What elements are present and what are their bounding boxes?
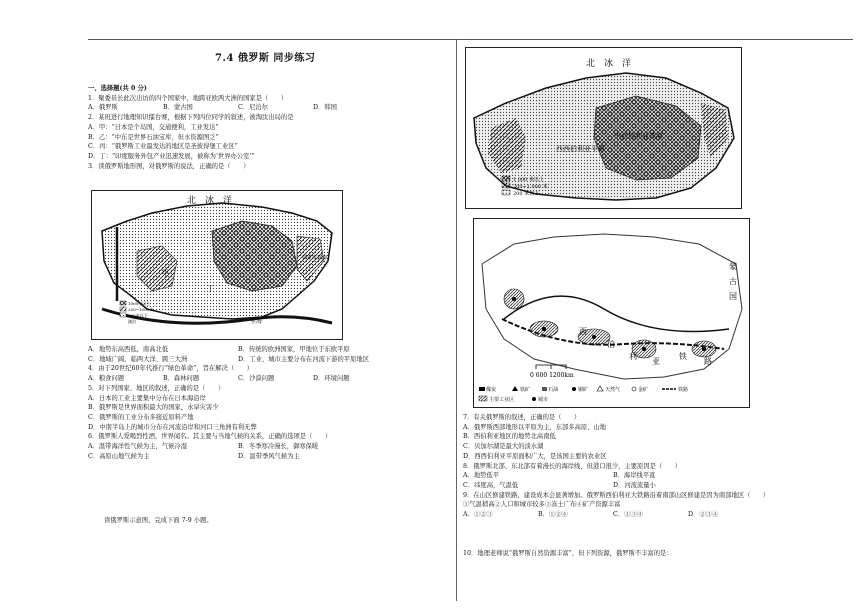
map1-place-ding: 丁 (207, 285, 214, 293)
question-line: 3．读俄罗斯地形图，对俄罗斯的说法，正确的是（ ） (88, 162, 250, 170)
map1-legend-3: 200米以下 (128, 313, 148, 318)
map1-legend-2: 200~1000米 (128, 307, 154, 312)
map2-legend-3: 200 米以下 (513, 191, 540, 197)
question-line (88, 355, 388, 365)
question-line: A．甲：“日本是个岛国，交通便利，工业发达” (88, 123, 219, 131)
map3-legend-swatch-industry (479, 396, 487, 401)
map3-legend-swatch-gas (597, 386, 603, 391)
question-line (88, 345, 388, 355)
map1-legend-swatch-1 (120, 301, 126, 305)
map2-west-siberian-plain: 西西伯利亚平原 (556, 145, 605, 153)
map2-legend-swatch-1 (502, 176, 510, 181)
question-line (463, 471, 769, 481)
map3-legend-swatch-city (532, 397, 536, 401)
section-heading: 一、选择题(共 0 分) (88, 85, 147, 92)
page-title: 7.4 俄罗斯 同步练习 (215, 53, 316, 64)
answer-option: A．①②③ (463, 511, 493, 519)
map3-label-li: 利 (629, 352, 637, 361)
question-line: A．日本的工业主要集中分布在日本海沿岸 (88, 394, 206, 402)
answer-option: C．高原山地气候为主 (88, 452, 150, 460)
answer-option: D．河流流量小 (613, 481, 656, 489)
map3-legend-swatch-coal (479, 387, 485, 391)
map3-label-lu: 路 (704, 357, 712, 366)
map3-legend-gas: 天然气 (605, 387, 621, 393)
answer-option: C．尼泊尔 (238, 104, 269, 112)
map3-legend-rail: 铁路 (678, 387, 689, 393)
map-intro-note: 读俄罗斯示意图，完成下面 7-9 小题。 (104, 517, 213, 524)
russia-terrain-map (91, 190, 343, 340)
answer-option: B．蒙古国 (163, 104, 193, 112)
question-line (88, 103, 388, 113)
map2-sea-label: 北 冰 洋 (586, 59, 632, 69)
map3-label-gu: 古 (729, 277, 737, 286)
map2-central-siberian-plateau: 中西伯利亚高原 (614, 132, 663, 140)
map2-legend-swatch-2 (502, 183, 510, 188)
answer-option: D．②③④ (688, 511, 719, 519)
answer-option: C．沙漠问题 (238, 375, 275, 383)
question-line: D．丁：“印度服务外包产业迅速发展，被称为‘世界办公室’” (88, 152, 255, 160)
map3-legend-industry: 主要工业区 (489, 397, 515, 403)
question-line: B．西伯利亚地区的地势北高南低 (463, 433, 556, 441)
answer-option: A．地势低平 (463, 472, 500, 480)
answer-option: D．环境问题 (313, 375, 350, 383)
answer-option: B．森林问题 (163, 375, 200, 383)
map1-legend-1: 1000米以上 (128, 301, 151, 306)
question-line: 7．有关俄罗斯的叙述，正确的是（ ） (463, 414, 581, 421)
answer-option: C．地域广阔，临两大洋、跨三大洲 (88, 355, 188, 363)
question-line: B．俄罗斯是世界面积最大的国家，水旱灾害少 (88, 404, 219, 412)
map2-legend-swatch-3 (502, 190, 510, 195)
answer-option: B．海岸线平直 (613, 472, 656, 480)
map3-legend-gold: 金矿 (638, 387, 649, 393)
map3-label-guo: 国 (729, 292, 737, 301)
answer-option: B．冬季寒冷漫长，御寒保暖 (238, 443, 319, 451)
answer-option: D．韩国 (313, 104, 337, 112)
map3-legend-swatch-iron (512, 386, 518, 391)
question-line: 5．对下列国家、地区的叙述，正确的是（ ） (88, 384, 225, 392)
map3-label-tie: 铁 (679, 352, 687, 361)
map1-legend-4: 湖泊 (128, 319, 136, 324)
answer-option: A．地势东高西低，南高北低 (88, 346, 169, 353)
questions-3-6 (88, 345, 388, 461)
map1-place-caspian: 里海 (250, 318, 263, 325)
header-rule (88, 39, 853, 40)
map1-legend-swatch-2 (120, 307, 126, 311)
question-line (88, 442, 388, 452)
answer-option: A．温带海洋性气候为主，气候冷湿 (88, 443, 188, 451)
map3-legend-oil: 石油 (548, 387, 559, 393)
russia-resources-map (473, 218, 750, 408)
map3-legend-city: 城市 (538, 397, 549, 403)
question-line: C．贝加尔湖是最大的淡水湖 (463, 443, 544, 451)
map3-legend-swatch-gold (632, 387, 636, 391)
question-line (88, 452, 388, 462)
map1-sea-label: 北 冰 洋 (187, 196, 233, 206)
answer-option: C．①③④ (613, 511, 644, 519)
answer-option: D．温带季风气候为主 (238, 452, 300, 460)
question-line: 4．由于20世纪60年代推行“绿色革命”，旨在解决（ ） (88, 365, 254, 373)
map3-scale: 0 600 1200km (530, 372, 574, 379)
map3-legend-copper: 铜矿 (578, 387, 589, 393)
question-line: 8．俄罗斯北部、东北部有着漫长的海岸线，但港口很少，主要原因是（ ） (463, 462, 682, 470)
answer-option: B．①②④ (538, 511, 568, 519)
question-line: D．西西伯利亚平原面积广大，是该国主要的农业区 (463, 452, 607, 460)
question-line: 1．聚委员长此次出访的四个国家中，地跨亚欧两大洲的国家是（ ） (88, 94, 288, 102)
map1-place-jia: 甲 (162, 269, 169, 277)
map3-legend-iron: 铁矿 (520, 387, 531, 393)
left-column-bottom (88, 345, 388, 461)
map3-label-bo: 伯 (607, 340, 615, 349)
answer-option: B．传统的欧洲国家，甲地位于东欧平原 (238, 346, 350, 353)
answer-option: D．工业、城市主要分布在河流下游的平原地区 (238, 355, 369, 363)
question-line: ①气温稍高②人口和城市较多③冻土广布④矿产资源丰富 (463, 501, 621, 509)
question-line: D．中南半岛上的城市分布在河流沿岸和河口三角洲有利无弊 (88, 423, 257, 431)
map3-legend-coal: 煤炭 (486, 387, 497, 393)
answer-option: A．粮食问题 (88, 375, 125, 383)
question-line: B．乙：“中东是世界石油宝库，但水资源图乏” (88, 133, 219, 141)
question-line: C．丙：“俄罗斯工业最发达的地区是圣彼得堡工业区” (88, 143, 238, 151)
map3-legend-swatch-copper (572, 387, 576, 391)
question-line: 6．俄罗斯人爱喝烈性酒，世界闻名。其主要与当地气候的关系，正确的选项是（ ） (88, 433, 332, 441)
questions-7-9 (463, 413, 769, 520)
map3-label-xi: 西 (579, 327, 587, 336)
question-line (88, 374, 388, 384)
left-column-top (88, 84, 388, 171)
answer-option: C．纬度高，气温低 (463, 481, 519, 489)
answer-option: A．俄罗斯 (88, 104, 118, 112)
map2-legend-1: 1 000 米以上 (513, 177, 544, 183)
map1-legend-swatch-3 (120, 313, 126, 317)
questions-1-3 (88, 94, 388, 172)
russia-terrain-map-2 (465, 47, 742, 209)
map1-place-okhotsk: 鄂霍次克海 (302, 255, 328, 261)
question-10: 10．地理老师说“俄罗斯自然资源丰富”，但下列资源，俄罗斯不丰富的是： (463, 550, 673, 557)
question-line: 2．某班进行地理知识擂台赛，根据下列四位同学的叙述，被淘汰出局的是 (88, 114, 294, 122)
column-divider (456, 39, 457, 601)
right-column-text (463, 413, 769, 520)
map3-label-ya: 亚 (652, 357, 660, 366)
map3-legend-swatch-oil (542, 387, 547, 391)
map3-label-meng: 蒙 (729, 262, 737, 271)
question-line: 9．在山区修建铁路，建设成本会显著增加。俄罗斯西伯利亚大铁路沿着南部山区修建是因为南部地区（ ） (463, 491, 770, 499)
question-line: C．俄罗斯的工业分布多接近原料产地 (88, 413, 194, 421)
question-line: A．俄罗斯西部地形以平原为主，东部多高原、山地 (463, 423, 607, 431)
map2-legend-2: 200~1 000 米 (513, 184, 548, 190)
question-line (463, 481, 769, 491)
question-line (463, 510, 769, 520)
